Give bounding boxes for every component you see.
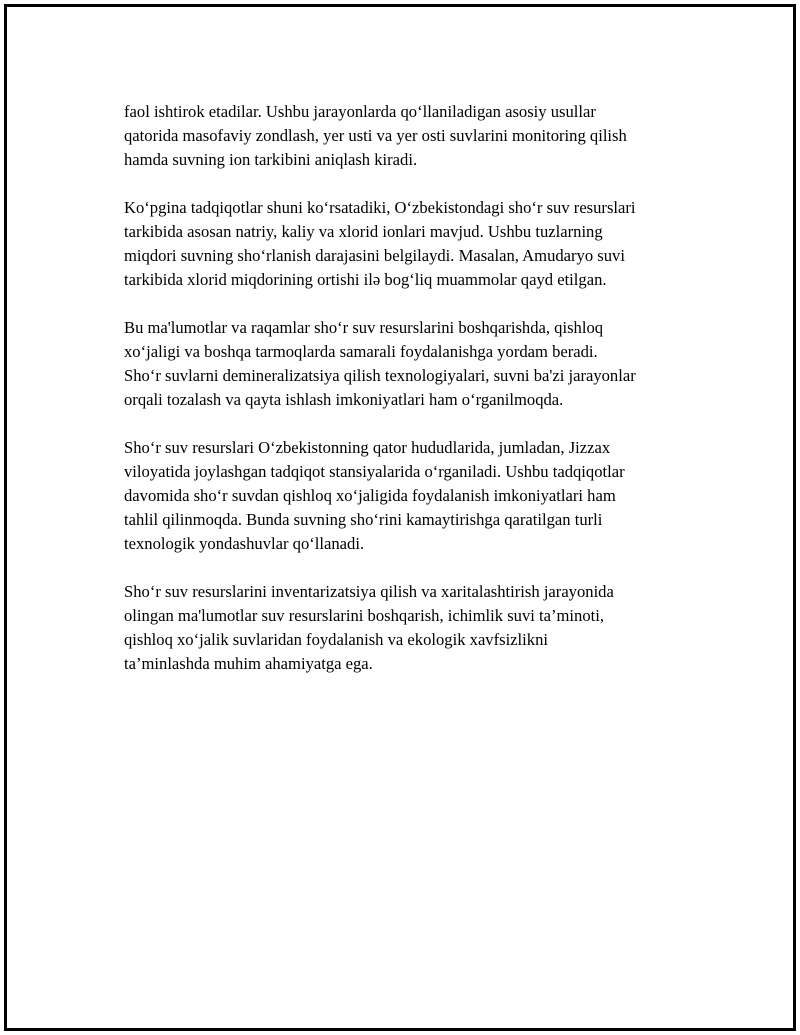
document-body xyxy=(124,100,704,700)
page-border xyxy=(4,4,796,1031)
paragraph-2: Ko‘pgina tadqiqotlar shuni ko‘rsatadiki, O‘zbekistondagi sho‘r suv resurslari tarkibida asosan natriy, kaliy va xlorid ionlari mavjud. Ushbu tuzlarning miqdori suvning sho‘rlanish darajasini belgilaydi. Masalan, Amudaryo suvi tarkibida xlorid miqdorining ortishi ilə bog‘liq muammolar qayd etilgan. xyxy=(124,198,636,289)
paragraph-1: faol ishtirok etadilar. Ushbu jarayonlarda qo‘llaniladigan asosiy usullar qatorida masofaviy zondlash, yer usti va yer osti suvlarini monitoring qilish hamda suvning ion tarkibini aniqlash kiradi. xyxy=(124,102,627,169)
paragraph-5: Sho‘r suv resurslarini inventarizatsiya qilish va xaritalashtirish jarayonida olingan ma'lumotlar suv resurslarini boshqarish, ichimlik suvi ta’minoti, qishloq xo‘jalik suvlaridan foydalanish va ekologik xavfsizlikni ta’minlashda muhim ahamiyatga ega. xyxy=(124,582,614,673)
paragraph-4: Sho‘r suv resurslari O‘zbekistonning qator hududlarida, jumladan, Jizzax viloyatida joylashgan tadqiqot stansiyalarida o‘rganiladi. Ushbu tadqiqotlar davomida sho‘r suvdan qishloq xo‘jaligida foydalanish imkoniyatlari ham tahlil qilinmoqda. Bunda suvning sho‘rini kamaytirishga qaratilgan turli texnologik yondashuvlar qo‘llanadi. xyxy=(124,438,625,553)
paragraph-3: Bu ma'lumotlar va raqamlar sho‘r suv resurslarini boshqarishda, qishloq xo‘jaligi va boshqa tarmoqlarda samarali foydalanishga yordam beradi. Sho‘r suvlarni demineralizatsiya qilish texnologiyalari, suvni ba'zi jarayonlar orqali tozalash va qayta ishlash imkoniyatlari ham o‘rganilmoqda. xyxy=(124,318,636,409)
